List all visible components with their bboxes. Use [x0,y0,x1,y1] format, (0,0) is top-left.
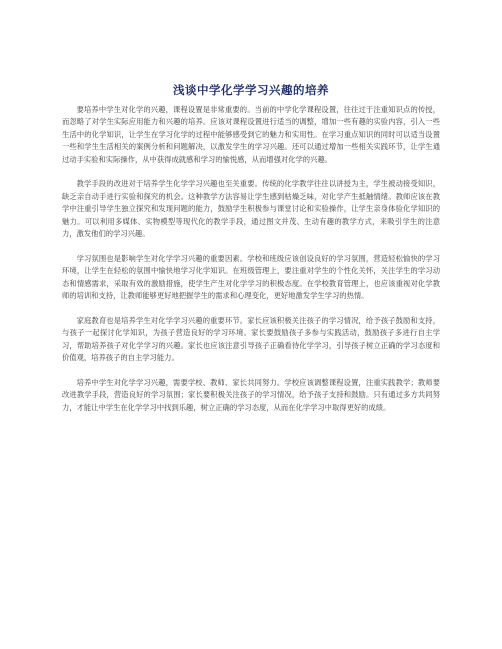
paragraph: 培养中学生对化学学习兴趣，需要学校、教师、家长共同努力。学校应该调整课程设置，注重实践教学；教师要改进教学手段，营造良好的学习氛围；家长要积极关注孩子的学习情况，给予孩子支持和鼓励。只有通过多方共同努力，才能让中学生在化学学习中找到乐趣，树立正确的学习态度，从而在化学学习中取得更好的成绩。 [62,377,440,412]
paragraph: 教学手段的改进对于培养学生化学学习兴趣也至关重要。传统的化学教学往往以讲授为主，学生被动接受知识，缺乏亲自动手进行实验和探究的机会。这种教学方法容易让学生感到枯燥乏味，对化学产生抵触情绪。教师应该在教学中注重引导学生独立探究和发现问题的能力，鼓励学生积极参与课堂讨论和实验操作，让学生亲身体验化学知识的魅力。可以利用多媒体、实物模型等现代化的教学手段，通过图文并茂、生动有趣的教学方式，来吸引学生的注意力，激发他们的学习兴趣。 [62,179,440,239]
document-title: 浅谈中学化学学习兴趣的培养 [173,83,329,97]
paragraph: 学习氛围也是影响学生对化学学习兴趣的重要因素。学校和班级应该创设良好的学习氛围，营造轻松愉快的学习环境，让学生在轻松的氛围中愉快地学习化学知识。在班级管理上，要注重对学生的个性化关怀，关注学生的学习动态和情感需求，采取有效的激励措施，使学生产生对化学学习的积极态度。在学校教育管理上，也应该重视对化学教师的培训和支持，让教师能够更好地把握学生的需求和心理变化，更好地激发学生学习的热情。 [62,253,440,301]
paragraph: 家庭教育也是培养学生对化学学习兴趣的重要环节。家长应该积极关注孩子的学习情况，给予孩子鼓励和支持，与孩子一起探讨化学知识，为孩子营造良好的学习环境。家长要鼓励孩子多参与实践活动，鼓励孩子多进行自主学习，帮助培养孩子对化学学习的兴趣。家长也应该注意引导孩子正确看待化学学习，引导孩子树立正确的学习态度和价值观，培养孩子的自主学习能力。 [62,315,440,363]
document-body [62,104,440,414]
paragraph: 要培养中学生对化学的兴趣，课程设置是非常重要的。当前的中学化学课程设置，往往过于注重知识点的传授，而忽略了对学生实际应用能力和兴趣的培养。应该对课程设置进行适当的调整，增加一些有趣的实验内容，引入一些生活中的化学知识，让学生在学习化学的过程中能够感受到它的魅力和实用性。在学习重点知识的同时可以适当设置一些和学生生活相关的案例分析和问题解决，以激发学生的学习兴趣。还可以通过增加一些相关实践环节，让学生通过动手实验和实际操作，从中获得成就感和学习的愉悦感，从而增强对化学的兴趣。 [62,105,440,164]
